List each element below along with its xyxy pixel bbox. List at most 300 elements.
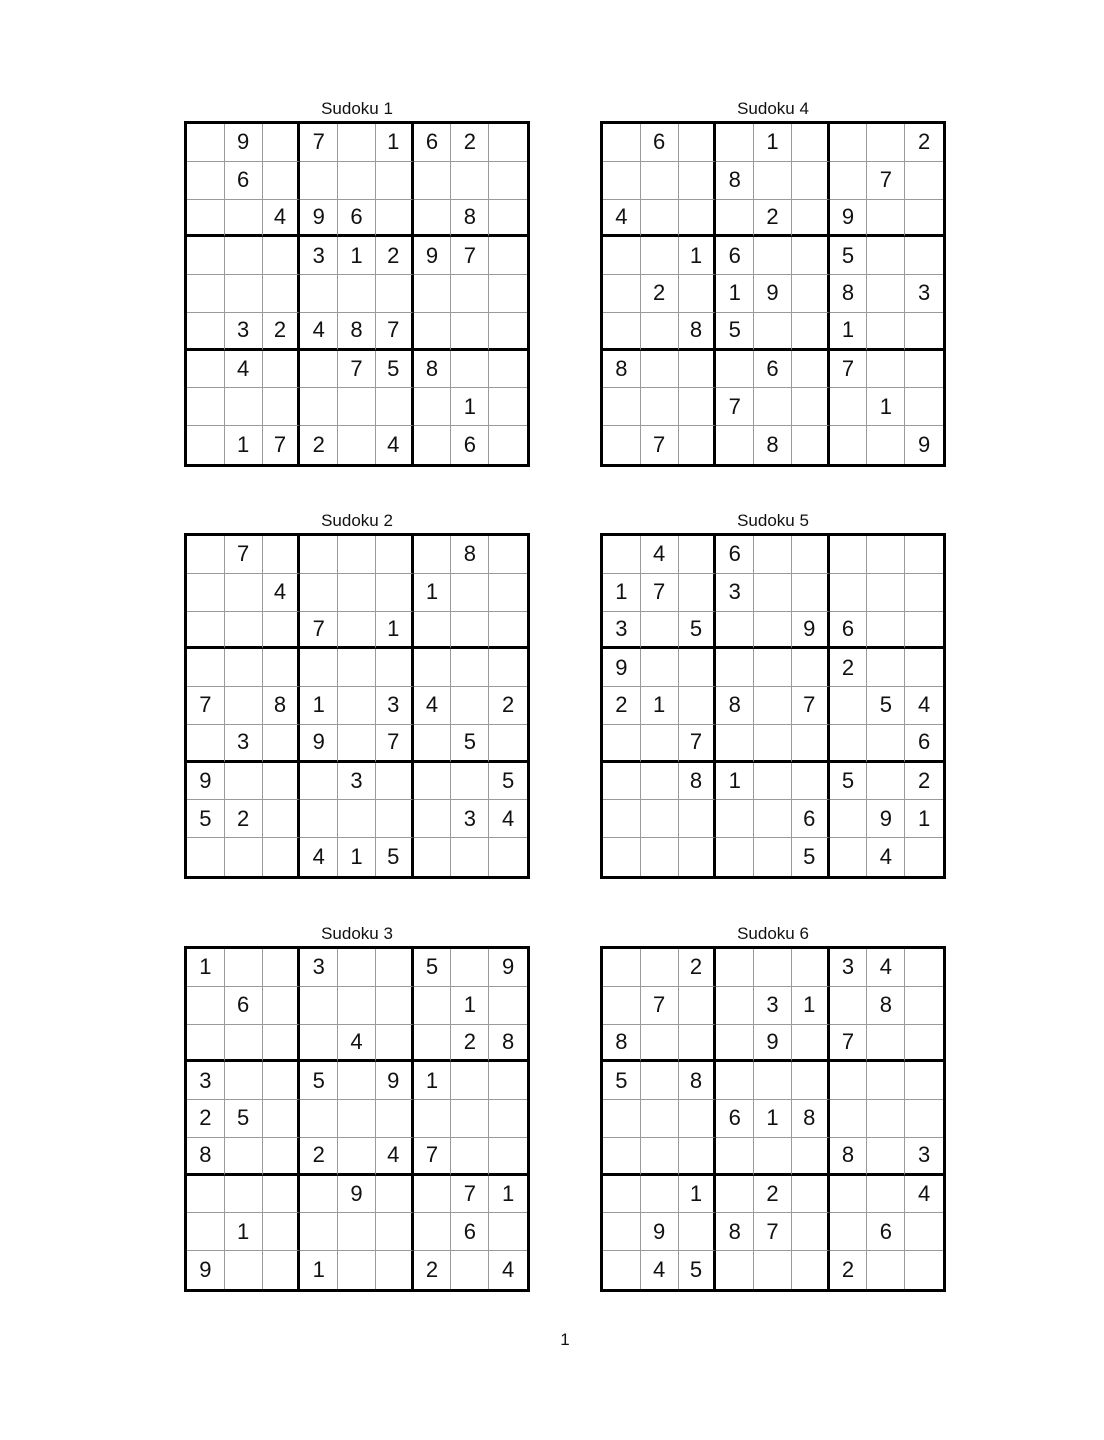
sudoku-cell: 9 <box>414 237 452 275</box>
sudoku-cell: 7 <box>641 574 679 612</box>
sudoku-cell <box>451 162 489 200</box>
sudoku-cell <box>451 763 489 801</box>
sudoku-cell: 9 <box>603 649 641 687</box>
sudoku-cell: 7 <box>338 351 376 389</box>
sudoku-cell <box>338 536 376 574</box>
sudoku-cell <box>414 838 452 876</box>
sudoku-cell <box>187 725 225 763</box>
sudoku-cell: 4 <box>338 1025 376 1063</box>
sudoku-cell: 5 <box>187 800 225 838</box>
sudoku-cell <box>263 536 301 574</box>
sudoku-cell <box>867 574 905 612</box>
sudoku-grid <box>600 121 946 467</box>
sudoku-cell: 7 <box>451 1176 489 1214</box>
sudoku-cell <box>187 838 225 876</box>
sudoku-cell: 3 <box>338 763 376 801</box>
sudoku-cell <box>641 1176 679 1214</box>
sudoku-cell <box>679 536 717 574</box>
sudoku-cell <box>414 162 452 200</box>
sudoku-cell <box>716 124 754 162</box>
sudoku-cell <box>830 987 868 1025</box>
sudoku-cell: 1 <box>376 612 414 650</box>
sudoku-cell: 7 <box>300 612 338 650</box>
sudoku-cell <box>641 612 679 650</box>
sudoku-cell: 9 <box>225 124 263 162</box>
sudoku-cell <box>754 649 792 687</box>
sudoku-5 <box>600 509 946 879</box>
sudoku-cell <box>489 1062 527 1100</box>
sudoku-cell <box>489 1213 527 1251</box>
sudoku-cell <box>679 426 717 464</box>
sudoku-cell <box>300 1025 338 1063</box>
sudoku-cell: 7 <box>300 124 338 162</box>
sudoku-cell: 2 <box>754 1176 792 1214</box>
sudoku-cell <box>754 574 792 612</box>
sudoku-cell <box>489 313 527 351</box>
sudoku-cell <box>414 612 452 650</box>
sudoku-cell: 4 <box>641 536 679 574</box>
sudoku-cell <box>489 536 527 574</box>
sudoku-cell: 9 <box>376 1062 414 1100</box>
sudoku-cell <box>187 124 225 162</box>
sudoku-cell <box>830 124 868 162</box>
sudoku-cell <box>867 649 905 687</box>
sudoku-cell <box>754 388 792 426</box>
sudoku-cell <box>263 275 301 313</box>
sudoku-cell <box>603 388 641 426</box>
sudoku-cell <box>867 1025 905 1063</box>
sudoku-cell <box>300 162 338 200</box>
sudoku-cell: 7 <box>263 426 301 464</box>
sudoku-cell <box>187 200 225 238</box>
sudoku-cell: 6 <box>716 237 754 275</box>
sudoku-cell: 9 <box>300 200 338 238</box>
sudoku-cell <box>187 1176 225 1214</box>
sudoku-cell <box>187 1213 225 1251</box>
sudoku-cell: 2 <box>830 649 868 687</box>
sudoku-cell <box>263 612 301 650</box>
sudoku-cell <box>225 949 263 987</box>
sudoku-cell <box>905 1251 943 1289</box>
sudoku-cell <box>451 1062 489 1100</box>
sudoku-cell: 4 <box>263 574 301 612</box>
sudoku-cell <box>225 612 263 650</box>
sudoku-cell <box>376 388 414 426</box>
sudoku-cell <box>716 351 754 389</box>
sudoku-cell <box>830 725 868 763</box>
sudoku-cell: 7 <box>451 237 489 275</box>
sudoku-cell <box>376 949 414 987</box>
sudoku-cell: 9 <box>830 200 868 238</box>
sudoku-cell: 6 <box>716 536 754 574</box>
sudoku-cell <box>905 313 943 351</box>
sudoku-cell: 7 <box>414 1138 452 1176</box>
sudoku-cell: 6 <box>451 426 489 464</box>
sudoku-cell <box>792 763 830 801</box>
sudoku-cell <box>754 313 792 351</box>
sudoku-cell <box>225 763 263 801</box>
sudoku-cell <box>641 1062 679 1100</box>
sudoku-cell: 1 <box>716 275 754 313</box>
sudoku-cell <box>338 1100 376 1138</box>
sudoku-cell: 4 <box>867 838 905 876</box>
sudoku-cell: 3 <box>225 313 263 351</box>
sudoku-cell <box>905 987 943 1025</box>
sudoku-cell <box>830 1062 868 1100</box>
sudoku-cell: 8 <box>603 351 641 389</box>
sudoku-cell <box>754 162 792 200</box>
sudoku-cell: 1 <box>867 388 905 426</box>
sudoku-cell <box>641 351 679 389</box>
sudoku-grid <box>184 946 530 1292</box>
sudoku-cell <box>830 162 868 200</box>
sudoku-cell <box>263 1025 301 1063</box>
sudoku-cell <box>187 987 225 1025</box>
sudoku-cell <box>263 1251 301 1289</box>
sudoku-cell <box>263 237 301 275</box>
sudoku-cell <box>716 1025 754 1063</box>
sudoku-cell <box>263 725 301 763</box>
sudoku-cell <box>867 124 905 162</box>
sudoku-cell: 4 <box>641 1251 679 1289</box>
sudoku-cell <box>716 426 754 464</box>
sudoku-cell <box>451 687 489 725</box>
sudoku-cell <box>300 351 338 389</box>
sudoku-cell: 2 <box>641 275 679 313</box>
sudoku-cell <box>451 275 489 313</box>
sudoku-cell <box>792 536 830 574</box>
sudoku-cell <box>603 800 641 838</box>
sudoku-2 <box>184 509 530 879</box>
sudoku-cell <box>263 1213 301 1251</box>
sudoku-cell: 9 <box>489 949 527 987</box>
sudoku-cell <box>905 1025 943 1063</box>
sudoku-cell: 9 <box>187 763 225 801</box>
sudoku-cell <box>716 200 754 238</box>
sudoku-cell: 1 <box>754 1100 792 1138</box>
sudoku-cell: 3 <box>300 949 338 987</box>
sudoku-cell <box>338 687 376 725</box>
sudoku-cell <box>263 1138 301 1176</box>
sudoku-cell <box>754 838 792 876</box>
sudoku-cell: 2 <box>300 1138 338 1176</box>
sudoku-cell: 3 <box>905 1138 943 1176</box>
sudoku-cell <box>603 1213 641 1251</box>
sudoku-cell: 3 <box>187 1062 225 1100</box>
sudoku-cell <box>679 574 717 612</box>
puzzle-title: Sudoku 6 <box>737 924 809 943</box>
sudoku-cell: 1 <box>603 574 641 612</box>
sudoku-cell <box>679 124 717 162</box>
sudoku-cell <box>716 1176 754 1214</box>
sudoku-cell <box>716 1062 754 1100</box>
sudoku-cell <box>263 1176 301 1214</box>
sudoku-cell <box>754 612 792 650</box>
sudoku-cell <box>830 388 868 426</box>
sudoku-cell <box>867 536 905 574</box>
sudoku-cell: 3 <box>225 725 263 763</box>
sudoku-cell <box>641 725 679 763</box>
sudoku-cell: 3 <box>300 237 338 275</box>
sudoku-cell: 2 <box>905 124 943 162</box>
sudoku-cell <box>338 388 376 426</box>
sudoku-cell <box>905 612 943 650</box>
sudoku-cell <box>338 124 376 162</box>
sudoku-cell: 8 <box>679 1062 717 1100</box>
sudoku-cell: 5 <box>716 313 754 351</box>
sudoku-cell: 7 <box>716 388 754 426</box>
sudoku-cell <box>792 124 830 162</box>
sudoku-cell: 8 <box>716 687 754 725</box>
sudoku-cell: 2 <box>376 237 414 275</box>
sudoku-cell <box>792 388 830 426</box>
sudoku-cell <box>641 1025 679 1063</box>
sudoku-cell: 7 <box>225 536 263 574</box>
sudoku-cell: 9 <box>300 725 338 763</box>
sudoku-cell <box>225 1025 263 1063</box>
sudoku-cell <box>489 838 527 876</box>
sudoku-cell: 2 <box>414 1251 452 1289</box>
sudoku-cell <box>489 612 527 650</box>
sudoku-cell <box>867 1251 905 1289</box>
sudoku-cell <box>830 1100 868 1138</box>
sudoku-cell <box>716 1251 754 1289</box>
sudoku-cell <box>300 1176 338 1214</box>
sudoku-cell <box>300 800 338 838</box>
sudoku-cell <box>792 725 830 763</box>
sudoku-cell: 7 <box>867 162 905 200</box>
sudoku-cell <box>451 1100 489 1138</box>
sudoku-cell: 8 <box>792 1100 830 1138</box>
sudoku-cell: 1 <box>641 687 679 725</box>
sudoku-cell <box>867 426 905 464</box>
sudoku-cell <box>603 725 641 763</box>
sudoku-cell <box>679 1213 717 1251</box>
sudoku-cell <box>187 1025 225 1063</box>
sudoku-cell: 1 <box>300 687 338 725</box>
sudoku-cell: 4 <box>905 687 943 725</box>
sudoku-cell <box>754 725 792 763</box>
sudoku-cell: 6 <box>792 800 830 838</box>
sudoku-cell <box>905 237 943 275</box>
sudoku-cell <box>187 162 225 200</box>
sudoku-cell <box>716 800 754 838</box>
sudoku-cell <box>792 426 830 464</box>
sudoku-grid <box>600 946 946 1292</box>
sudoku-cell <box>300 987 338 1025</box>
sudoku-cell <box>754 1062 792 1100</box>
sudoku-cell <box>187 313 225 351</box>
sudoku-cell <box>716 1138 754 1176</box>
sudoku-cell: 8 <box>679 313 717 351</box>
sudoku-cell <box>754 800 792 838</box>
sudoku-cell: 2 <box>679 949 717 987</box>
sudoku-cell: 2 <box>451 124 489 162</box>
sudoku-cell <box>338 1213 376 1251</box>
sudoku-cell <box>414 987 452 1025</box>
sudoku-cell: 8 <box>716 1213 754 1251</box>
sudoku-cell <box>263 1062 301 1100</box>
sudoku-cell <box>603 237 641 275</box>
sudoku-cell <box>754 949 792 987</box>
sudoku-cell <box>489 1100 527 1138</box>
sudoku-cell: 2 <box>187 1100 225 1138</box>
sudoku-cell <box>300 1100 338 1138</box>
sudoku-cell: 2 <box>905 763 943 801</box>
sudoku-cell: 3 <box>603 612 641 650</box>
sudoku-cell <box>376 275 414 313</box>
sudoku-cell <box>263 800 301 838</box>
sudoku-cell <box>263 351 301 389</box>
sudoku-cell: 6 <box>225 162 263 200</box>
sudoku-cell <box>414 1100 452 1138</box>
sudoku-cell <box>338 1062 376 1100</box>
sudoku-cell: 1 <box>376 124 414 162</box>
sudoku-cell <box>641 838 679 876</box>
sudoku-cell <box>716 838 754 876</box>
sudoku-cell: 4 <box>603 200 641 238</box>
sudoku-cell <box>905 351 943 389</box>
sudoku-cell <box>187 351 225 389</box>
sudoku-cell: 3 <box>451 800 489 838</box>
sudoku-cell <box>867 275 905 313</box>
sudoku-cell <box>489 1138 527 1176</box>
sudoku-cell <box>792 649 830 687</box>
sudoku-cell <box>641 200 679 238</box>
sudoku-cell <box>679 388 717 426</box>
sudoku-cell <box>187 388 225 426</box>
sudoku-cell <box>187 649 225 687</box>
sudoku-cell <box>414 649 452 687</box>
sudoku-cell <box>905 162 943 200</box>
sudoku-cell <box>792 200 830 238</box>
sudoku-cell: 4 <box>263 200 301 238</box>
sudoku-3 <box>184 922 530 1292</box>
sudoku-cell: 8 <box>679 763 717 801</box>
sudoku-cell: 1 <box>338 237 376 275</box>
sudoku-cell: 7 <box>679 725 717 763</box>
sudoku-cell <box>905 388 943 426</box>
sudoku-cell: 8 <box>754 426 792 464</box>
sudoku-cell <box>376 1213 414 1251</box>
sudoku-grid <box>184 533 530 879</box>
sudoku-cell <box>603 763 641 801</box>
sudoku-cell <box>376 800 414 838</box>
sudoku-cell <box>414 1025 452 1063</box>
sudoku-cell <box>376 649 414 687</box>
sudoku-cell <box>867 351 905 389</box>
sudoku-cell <box>792 351 830 389</box>
sudoku-cell <box>300 536 338 574</box>
sudoku-cell <box>263 388 301 426</box>
sudoku-cell <box>754 536 792 574</box>
sudoku-cell <box>187 612 225 650</box>
sudoku-cell: 9 <box>338 1176 376 1214</box>
sudoku-cell: 1 <box>451 388 489 426</box>
sudoku-cell <box>225 1062 263 1100</box>
sudoku-cell <box>830 838 868 876</box>
sudoku-4 <box>600 97 946 467</box>
sudoku-cell <box>225 200 263 238</box>
sudoku-cell: 3 <box>830 949 868 987</box>
sudoku-cell <box>905 536 943 574</box>
sudoku-cell: 5 <box>489 763 527 801</box>
sudoku-cell <box>641 763 679 801</box>
sudoku-cell <box>905 838 943 876</box>
sudoku-cell <box>679 687 717 725</box>
sudoku-cell <box>451 838 489 876</box>
sudoku-cell <box>603 426 641 464</box>
sudoku-cell <box>187 275 225 313</box>
sudoku-cell <box>792 275 830 313</box>
sudoku-cell: 6 <box>225 987 263 1025</box>
sudoku-cell <box>867 1176 905 1214</box>
sudoku-cell <box>414 313 452 351</box>
sudoku-cell <box>414 725 452 763</box>
sudoku-cell: 9 <box>792 612 830 650</box>
sudoku-cell <box>225 838 263 876</box>
sudoku-cell: 5 <box>376 351 414 389</box>
sudoku-cell <box>830 536 868 574</box>
puzzle-title: Sudoku 1 <box>321 99 393 118</box>
sudoku-cell <box>376 1025 414 1063</box>
sudoku-cell <box>679 1138 717 1176</box>
sudoku-cell <box>489 388 527 426</box>
sudoku-cell: 8 <box>263 687 301 725</box>
sudoku-cell <box>716 987 754 1025</box>
sudoku-cell: 4 <box>376 1138 414 1176</box>
sudoku-cell <box>338 649 376 687</box>
sudoku-cell <box>641 388 679 426</box>
sudoku-cell <box>338 1138 376 1176</box>
sudoku-cell: 8 <box>451 536 489 574</box>
sudoku-cell: 5 <box>603 1062 641 1100</box>
sudoku-cell: 1 <box>225 1213 263 1251</box>
sudoku-cell <box>187 536 225 574</box>
sudoku-cell <box>414 275 452 313</box>
sudoku-cell: 4 <box>489 800 527 838</box>
sudoku-cell <box>716 725 754 763</box>
sudoku-cell: 5 <box>792 838 830 876</box>
sudoku-cell: 6 <box>338 200 376 238</box>
sudoku-cell <box>451 949 489 987</box>
sudoku-6 <box>600 922 946 1292</box>
sudoku-cell <box>603 124 641 162</box>
sudoku-cell <box>867 313 905 351</box>
sudoku-cell <box>338 987 376 1025</box>
sudoku-cell <box>300 649 338 687</box>
sudoku-cell: 7 <box>376 725 414 763</box>
sudoku-cell <box>414 800 452 838</box>
sudoku-cell <box>263 124 301 162</box>
sudoku-cell <box>376 1100 414 1138</box>
sudoku-cell <box>187 426 225 464</box>
sudoku-cell <box>867 1100 905 1138</box>
sudoku-cell <box>300 275 338 313</box>
sudoku-cell <box>792 574 830 612</box>
sudoku-cell: 1 <box>489 1176 527 1214</box>
sudoku-cell <box>263 162 301 200</box>
sudoku-grid <box>600 533 946 879</box>
sudoku-cell: 1 <box>451 987 489 1025</box>
sudoku-cell <box>792 949 830 987</box>
sudoku-cell: 5 <box>225 1100 263 1138</box>
sudoku-cell <box>414 200 452 238</box>
sudoku-cell <box>830 800 868 838</box>
sudoku-cell: 5 <box>830 763 868 801</box>
sudoku-cell <box>641 237 679 275</box>
sudoku-grid <box>184 121 530 467</box>
